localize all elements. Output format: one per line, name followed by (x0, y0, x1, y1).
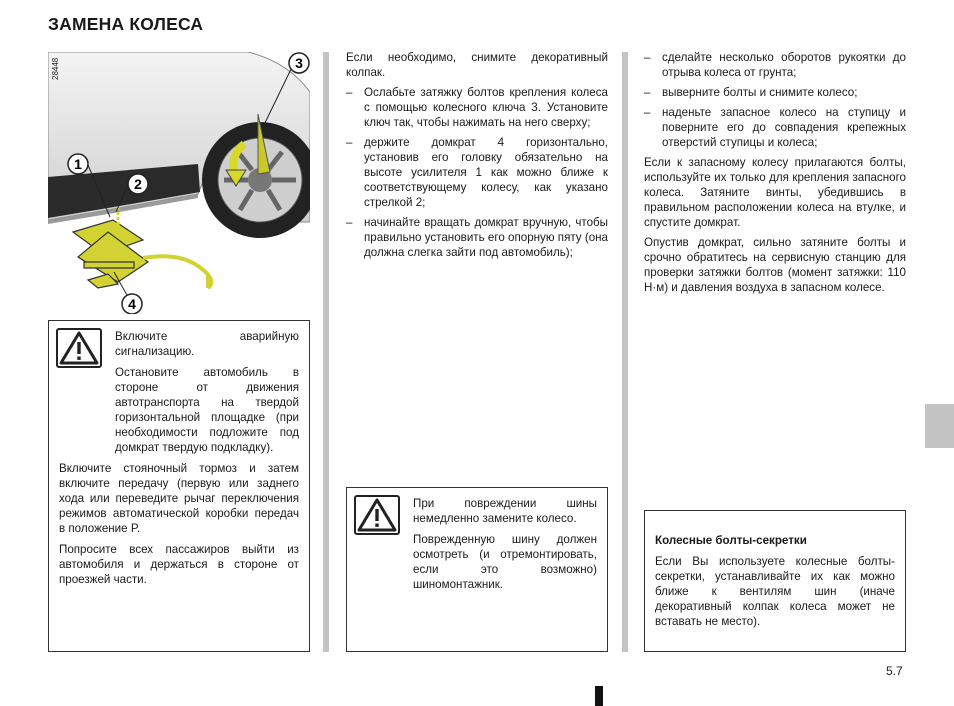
info-box-locking-bolts (644, 510, 906, 652)
step-loosen-bolts: – Ослабьте затяжку болтов крепления колеса с помощью колесного ключа 3. Установите ключ так, чтобы нажимать на него сверху; (346, 85, 608, 130)
warning-text-stop-vehicle-body: Остановите автомобиль в стороне от движения автотранспорта на твердой горизонтальной площадке (при необходимости подложите под домкрат твердую подкладку). (115, 366, 299, 454)
instructions-column-2 (346, 50, 608, 265)
step-position-jack: – держите домкрат 4 горизонтально, установив его головку обязательно на высоте усилителя 1 как можно ближе к соответствующему колесу, как указано стрелкой 2; (346, 135, 608, 210)
step-turn-jack: – начинайте вращать домкрат вручную, чтобы правильно установить его опорную пяту (она должна слегка зайти под автомобиль); (346, 215, 608, 260)
warning-box-tyre (346, 487, 608, 652)
warning-icon (354, 495, 400, 535)
crop-mark (595, 686, 603, 706)
callout-3: 3 (295, 55, 303, 71)
warning-text-hazard-lights: Включите аварийную сигнализацию. (115, 330, 299, 358)
callout-2: 2 (134, 176, 142, 192)
jack-illustration (48, 52, 310, 314)
figure-code: 28448 (51, 57, 60, 80)
text-spare-bolts: Если к запасному колесу прилагаются болты, используйте их только для крепления запасного колеса. Затяните винты, убедившись в правильном расположении колеса на втулке, и спустите домкрат. (644, 156, 906, 229)
text-tighten-bolts: Опустив домкрат, сильно затяните болты и срочно обратитесь на сервисную станцию для проверки затяжки болтов (момент затяжки: 110 Н·м) и давления воздуха в запасном колесе. (644, 236, 906, 294)
callout-4: 4 (128, 296, 136, 312)
column-separator (323, 52, 329, 652)
warning-box-safety (48, 320, 310, 652)
step-remove-wheel: – выверните болты и снимите колесо; (644, 85, 906, 100)
warning-text-replace-wheel: При повреждении шины немедленно замените колесо. (413, 497, 597, 525)
warning-text-passengers: Попросите всех пассажиров выйти из автомобиля и держаться в стороне от проезжей части. (59, 543, 299, 586)
page-number: 5.7 (886, 664, 903, 678)
step-raise-wheel: – сделайте несколько оборотов рукоятки до отрыва колеса от грунта; (644, 50, 906, 80)
info-box-title: Колесные болты-секретки (655, 534, 807, 547)
car-jack-drawing (48, 52, 310, 314)
warning-text-parking-brake: Включите стояночный тормоз и затем включите передачу (первую или заднего хода или переведите рычаг переключения режимов автоматической коробки передач в положение P. (59, 462, 299, 535)
column-separator (622, 52, 628, 652)
warning-icon (56, 328, 102, 368)
step-fit-spare: – наденьте запасное колесо на ступицу и поверните его до совпадения крепежных отверстий ступицы и колеса; (644, 105, 906, 150)
intro-hubcap: Если необходимо, снимите декоративный колпак. (346, 51, 608, 79)
section-tab (925, 404, 954, 448)
warning-text-inspect-tyre: Поврежденную шину должен осмотреть (и отремонтировать, если это возможно) шиномонтажник. (413, 533, 597, 591)
warning-text-stop-vehicle (59, 365, 299, 455)
page-title: ЗАМЕНА КОЛЕСА (48, 14, 204, 34)
info-box-text: Если Вы используете колесные болты-секретки, устанавливайте их как можно ближе к вентилям шин (иначе декоративный колпак колеса может не вставать не место). (655, 555, 895, 628)
callout-1: 1 (74, 156, 82, 172)
instructions-column-3 (644, 50, 906, 300)
